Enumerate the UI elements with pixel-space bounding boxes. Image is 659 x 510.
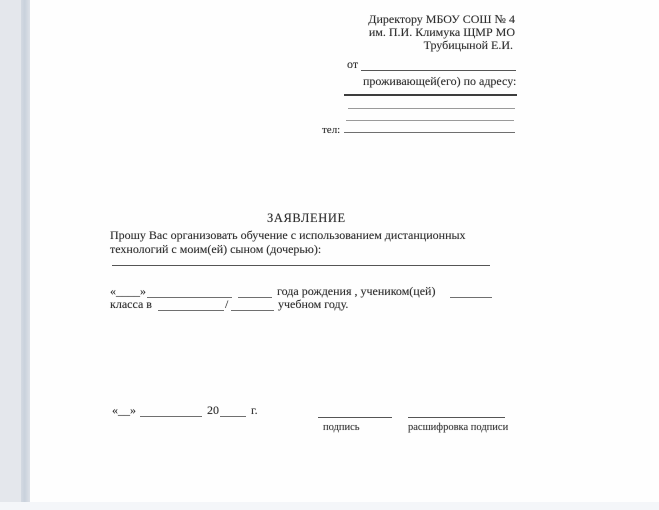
signature-blank-line	[318, 406, 392, 418]
school-year-slash: /	[225, 297, 229, 311]
school-year-blank-2	[231, 299, 274, 311]
birth-month-blank	[147, 286, 232, 298]
date-year-prefix: 20	[207, 403, 219, 417]
address-label: проживающей(его) по адресу:	[363, 74, 517, 88]
birth-date-quote: «____»	[110, 284, 146, 298]
birth-year-blank	[238, 286, 272, 298]
scan-edge-strip-outer	[0, 0, 21, 502]
grade-number-blank	[450, 286, 492, 298]
scan-edge-strip-inner	[21, 0, 30, 502]
address-blank-line-3	[346, 109, 514, 121]
from-label: от	[347, 57, 359, 71]
from-blank-line	[361, 59, 516, 71]
child-name-blank-line	[112, 254, 490, 266]
date-year-blank	[220, 405, 246, 417]
signature-label: подпись	[323, 422, 360, 433]
scan-bottom-band	[0, 502, 659, 510]
signature-decode-label: расшифровка подписи	[408, 422, 509, 433]
address-blank-line-2	[348, 97, 515, 109]
request-line-1: Прошу Вас организовать обучение с использованием дистанционных	[110, 228, 466, 242]
date-year-suffix: г.	[251, 403, 258, 417]
class-suffix: учебном году.	[278, 297, 349, 311]
addressee-line-3: Трубицыной Е.И.	[423, 38, 513, 52]
application-title: ЗАЯВЛЕНИЕ	[267, 211, 346, 225]
address-blank-line-1	[344, 84, 517, 96]
addressee-line-2: им. П.И. Климука ЩМР МО	[368, 25, 515, 39]
class-prefix: класса в	[110, 297, 152, 311]
phone-blank-line	[344, 121, 515, 133]
date-month-blank	[140, 405, 202, 417]
school-year-blank-1	[158, 299, 224, 311]
request-line-2: технологий с моим(ей) сыном (дочерью):	[110, 242, 322, 256]
phone-label: тел:	[322, 124, 341, 136]
signature-decode-blank-line	[408, 406, 505, 418]
birth-text: года рождения , учеником(цей)	[277, 284, 436, 298]
date-quote: «__»	[112, 403, 136, 417]
addressee-line-1: Директору МБОУ СОШ № 4	[368, 12, 515, 26]
